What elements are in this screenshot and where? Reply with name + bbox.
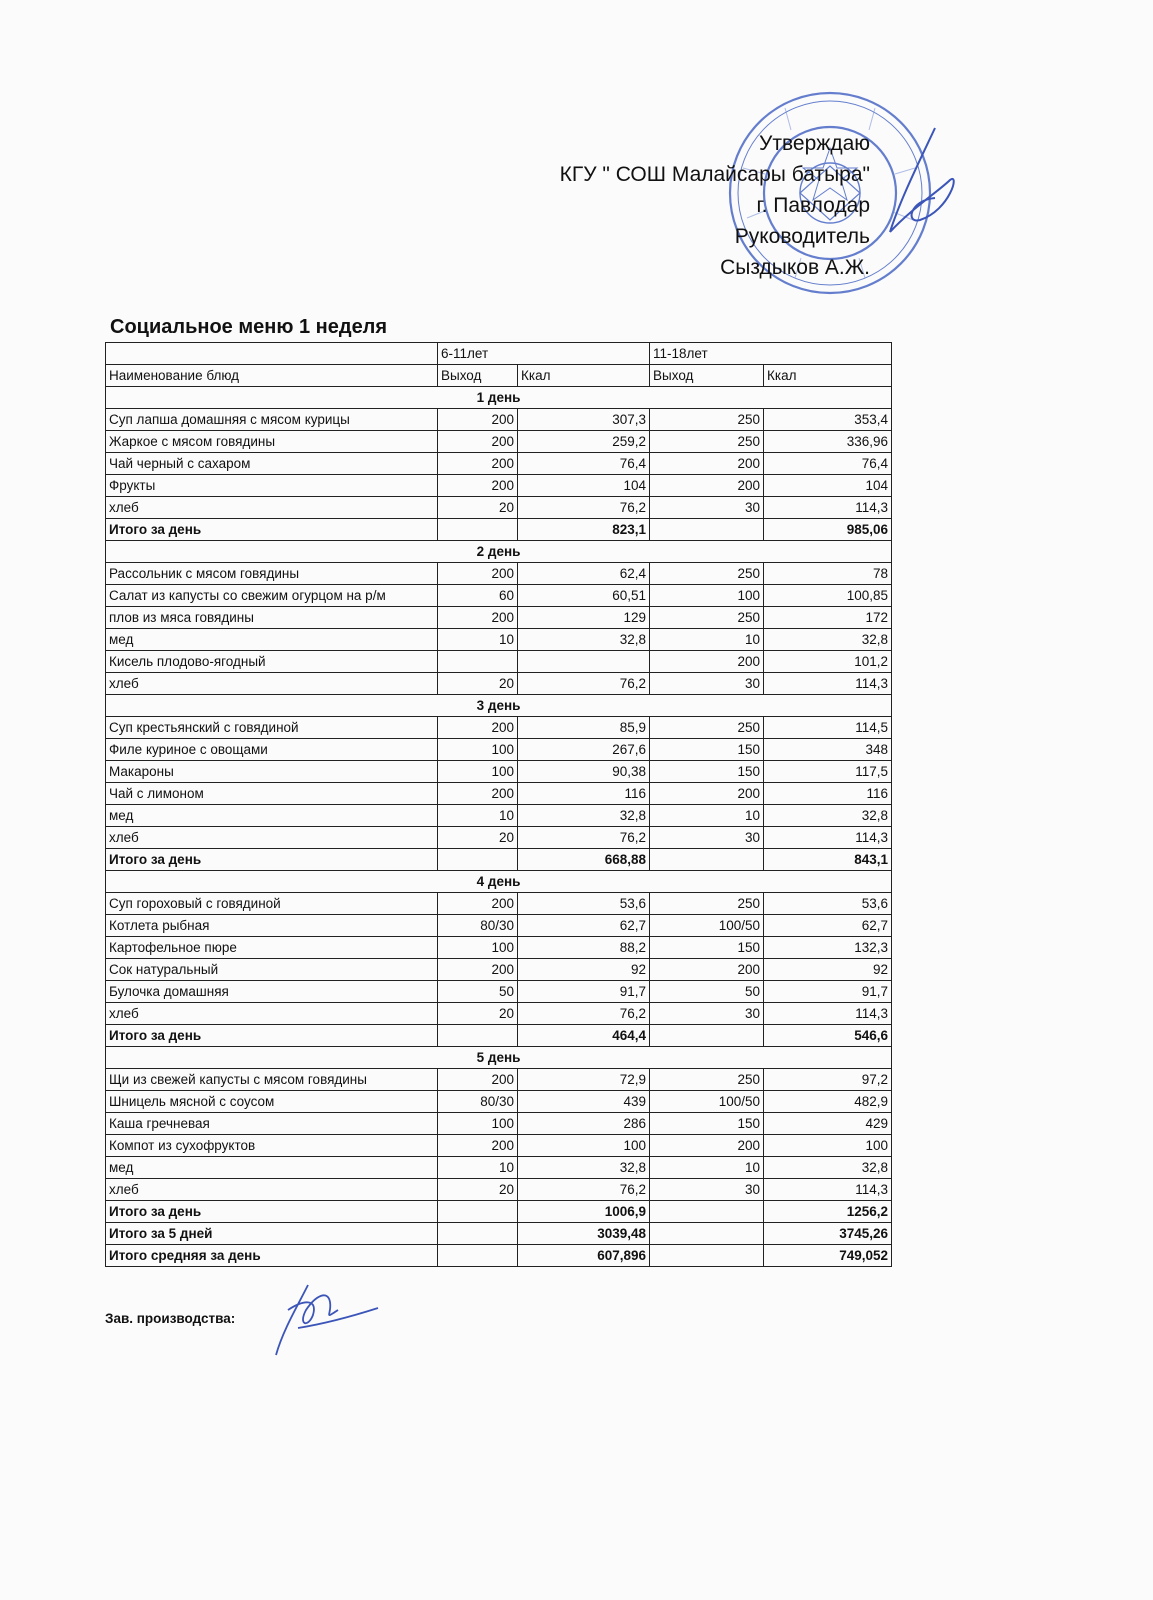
kcal-11-18: 843,1: [764, 849, 892, 871]
output-6-11: 200: [438, 453, 518, 475]
kcal-11-18: 114,3: [764, 827, 892, 849]
day-header-row: [106, 695, 892, 717]
kcal-6-11: 62,4: [518, 563, 650, 585]
menu-table: [105, 342, 892, 1267]
dish-name: Кисель плодово-ягодный: [106, 651, 438, 673]
output-11-18: 100/50: [650, 915, 764, 937]
table-row: [106, 937, 892, 959]
kcal-6-11: 76,2: [518, 497, 650, 519]
output-11-18: 150: [650, 761, 764, 783]
day-label: 3 день: [106, 695, 892, 717]
output-11-18: 150: [650, 1113, 764, 1135]
dish-name: Суп гороховый с говядиной: [106, 893, 438, 915]
kcal-11-18: 78: [764, 563, 892, 585]
output-6-11: 80/30: [438, 1091, 518, 1113]
dish-name: мед: [106, 629, 438, 651]
output-11-18: 200: [650, 783, 764, 805]
dish-name: Каша гречневая: [106, 1113, 438, 1135]
dish-name: Итого за день: [106, 1025, 438, 1047]
approval-line-3: г. Павлодар: [756, 194, 870, 217]
kcal-11-18: 114,3: [764, 1003, 892, 1025]
kcal-6-11: 60,51: [518, 585, 650, 607]
dish-name: хлеб: [106, 827, 438, 849]
table-row: [106, 827, 892, 849]
output-11-18: [650, 849, 764, 871]
kcal-6-11: 76,2: [518, 1003, 650, 1025]
output-6-11: [438, 1025, 518, 1047]
dish-name: Компот из сухофруктов: [106, 1135, 438, 1157]
output-6-11: 200: [438, 959, 518, 981]
header-kcal-2: Ккал: [764, 365, 892, 387]
table-row: [106, 959, 892, 981]
output-6-11: 80/30: [438, 915, 518, 937]
output-11-18: 250: [650, 563, 764, 585]
summary-kcal-11-18: 749,052: [764, 1245, 892, 1267]
summary-empty-1: [438, 1223, 518, 1245]
output-6-11: 200: [438, 893, 518, 915]
kcal-6-11: 53,6: [518, 893, 650, 915]
table-row: [106, 981, 892, 1003]
dish-name: Макароны: [106, 761, 438, 783]
kcal-11-18: 1256,2: [764, 1201, 892, 1223]
dish-name: Картофельное пюре: [106, 937, 438, 959]
table-row: [106, 497, 892, 519]
header-group-11-18: 11-18лет: [650, 343, 892, 365]
output-11-18: 30: [650, 827, 764, 849]
dish-name: хлеб: [106, 1179, 438, 1201]
output-11-18: 100/50: [650, 1091, 764, 1113]
kcal-6-11: 267,6: [518, 739, 650, 761]
day-header-row: [106, 387, 892, 409]
output-6-11: 200: [438, 475, 518, 497]
output-6-11: 200: [438, 1069, 518, 1091]
output-11-18: 30: [650, 1003, 764, 1025]
kcal-11-18: 32,8: [764, 629, 892, 651]
summary-empty-2: [650, 1223, 764, 1245]
dish-name: мед: [106, 1157, 438, 1179]
kcal-6-11: 259,2: [518, 431, 650, 453]
output-6-11: 20: [438, 1179, 518, 1201]
summary-row: [106, 1245, 892, 1267]
approval-line-1: Утверждаю: [759, 132, 870, 155]
output-11-18: 150: [650, 937, 764, 959]
kcal-11-18: 104: [764, 475, 892, 497]
table-row: [106, 453, 892, 475]
output-6-11: 200: [438, 431, 518, 453]
kcal-11-18: 114,3: [764, 497, 892, 519]
production-manager-signature: [268, 1280, 383, 1360]
kcal-6-11: [518, 651, 650, 673]
kcal-11-18: 429: [764, 1113, 892, 1135]
kcal-11-18: 62,7: [764, 915, 892, 937]
dish-name: мед: [106, 805, 438, 827]
output-11-18: 200: [650, 453, 764, 475]
dish-name: Жаркое с мясом говядины: [106, 431, 438, 453]
table-row: [106, 629, 892, 651]
summary-kcal-6-11: 3039,48: [518, 1223, 650, 1245]
day-label: 4 день: [106, 871, 892, 893]
output-11-18: 200: [650, 1135, 764, 1157]
kcal-6-11: 32,8: [518, 629, 650, 651]
kcal-6-11: 439: [518, 1091, 650, 1113]
output-11-18: 200: [650, 959, 764, 981]
kcal-6-11: 104: [518, 475, 650, 497]
table-header-row-groups: [106, 343, 892, 365]
output-6-11: 200: [438, 563, 518, 585]
output-11-18: 30: [650, 497, 764, 519]
kcal-6-11: 91,7: [518, 981, 650, 1003]
output-11-18: 250: [650, 1069, 764, 1091]
approval-line-4: Руководитель: [734, 225, 870, 248]
table-row: [106, 475, 892, 497]
dish-name: Булочка домашняя: [106, 981, 438, 1003]
dish-name: Итого за день: [106, 1201, 438, 1223]
dish-name: хлеб: [106, 1003, 438, 1025]
summary-kcal-11-18: 3745,26: [764, 1223, 892, 1245]
output-11-18: 200: [650, 651, 764, 673]
kcal-6-11: 76,4: [518, 453, 650, 475]
approval-line-5: Сыздыков А.Ж.: [720, 256, 870, 279]
output-11-18: [650, 1201, 764, 1223]
table-row: [106, 431, 892, 453]
kcal-6-11: 76,2: [518, 673, 650, 695]
kcal-11-18: 100,85: [764, 585, 892, 607]
kcal-11-18: 32,8: [764, 805, 892, 827]
kcal-11-18: 353,4: [764, 409, 892, 431]
approval-block: [560, 128, 870, 283]
summary-empty-2: [650, 1245, 764, 1267]
kcal-11-18: 985,06: [764, 519, 892, 541]
day-total-row: [106, 1025, 892, 1047]
kcal-6-11: 88,2: [518, 937, 650, 959]
kcal-6-11: 62,7: [518, 915, 650, 937]
summary-label: Итого средняя за день: [106, 1245, 438, 1267]
output-11-18: 250: [650, 717, 764, 739]
dish-name: Чай с лимоном: [106, 783, 438, 805]
output-6-11: 100: [438, 761, 518, 783]
kcal-6-11: 464,4: [518, 1025, 650, 1047]
day-label: 1 день: [106, 387, 892, 409]
table-row: [106, 409, 892, 431]
kcal-6-11: 668,88: [518, 849, 650, 871]
output-11-18: 30: [650, 673, 764, 695]
output-6-11: 20: [438, 673, 518, 695]
table-row: [106, 783, 892, 805]
dish-name: Котлета рыбная: [106, 915, 438, 937]
output-6-11: 100: [438, 937, 518, 959]
table-row: [106, 1157, 892, 1179]
output-6-11: 60: [438, 585, 518, 607]
day-header-row: [106, 871, 892, 893]
director-signature: [880, 120, 970, 240]
output-6-11: 10: [438, 629, 518, 651]
table-row: [106, 739, 892, 761]
table-row: [106, 1003, 892, 1025]
table-header-row-columns: [106, 365, 892, 387]
output-6-11: 100: [438, 1113, 518, 1135]
summary-empty-1: [438, 1245, 518, 1267]
output-6-11: 20: [438, 497, 518, 519]
kcal-11-18: 114,3: [764, 673, 892, 695]
table-row: [106, 1179, 892, 1201]
kcal-6-11: 286: [518, 1113, 650, 1135]
kcal-6-11: 72,9: [518, 1069, 650, 1091]
kcal-6-11: 307,3: [518, 409, 650, 431]
kcal-6-11: 92: [518, 959, 650, 981]
dish-name: Рассольник с мясом говядины: [106, 563, 438, 585]
kcal-6-11: 76,2: [518, 827, 650, 849]
dish-name: Чай черный с сахаром: [106, 453, 438, 475]
kcal-11-18: 114,5: [764, 717, 892, 739]
header-output-1: Выход: [438, 365, 518, 387]
header-kcal-1: Ккал: [518, 365, 650, 387]
output-11-18: 10: [650, 1157, 764, 1179]
kcal-6-11: 129: [518, 607, 650, 629]
table-row: [106, 1135, 892, 1157]
output-6-11: 10: [438, 1157, 518, 1179]
kcal-11-18: 117,5: [764, 761, 892, 783]
kcal-11-18: 97,2: [764, 1069, 892, 1091]
output-11-18: 250: [650, 431, 764, 453]
kcal-11-18: 132,3: [764, 937, 892, 959]
table-row: [106, 893, 892, 915]
table-row: [106, 717, 892, 739]
output-11-18: 100: [650, 585, 764, 607]
output-11-18: 250: [650, 607, 764, 629]
dish-name: хлеб: [106, 673, 438, 695]
table-row: [106, 1091, 892, 1113]
output-11-18: 10: [650, 629, 764, 651]
dish-name: хлеб: [106, 497, 438, 519]
output-6-11: 200: [438, 783, 518, 805]
table-row: [106, 805, 892, 827]
header-group-6-11: 6-11лет: [438, 343, 650, 365]
kcal-11-18: 114,3: [764, 1179, 892, 1201]
output-6-11: [438, 1201, 518, 1223]
approval-line-2: КГУ " СОШ Малайсары батыра": [559, 163, 870, 186]
output-6-11: 20: [438, 1003, 518, 1025]
dish-name: Щи из свежей капусты с мясом говядины: [106, 1069, 438, 1091]
summary-row: [106, 1223, 892, 1245]
page-title: Социальное меню 1 неделя: [110, 316, 388, 338]
table-row: [106, 761, 892, 783]
kcal-6-11: 85,9: [518, 717, 650, 739]
output-11-18: 250: [650, 409, 764, 431]
kcal-6-11: 90,38: [518, 761, 650, 783]
output-6-11: 200: [438, 717, 518, 739]
kcal-11-18: 53,6: [764, 893, 892, 915]
output-6-11: [438, 519, 518, 541]
kcal-6-11: 823,1: [518, 519, 650, 541]
kcal-11-18: 546,6: [764, 1025, 892, 1047]
kcal-11-18: 348: [764, 739, 892, 761]
dish-name: Суп крестьянский с говядиной: [106, 717, 438, 739]
dish-name: Салат из капусты со свежим огурцом на р/м: [106, 585, 438, 607]
day-total-row: [106, 849, 892, 871]
output-6-11: 50: [438, 981, 518, 1003]
output-11-18: 150: [650, 739, 764, 761]
kcal-6-11: 32,8: [518, 805, 650, 827]
output-6-11: [438, 651, 518, 673]
table-row: [106, 563, 892, 585]
kcal-11-18: 116: [764, 783, 892, 805]
header-empty-cell: [106, 343, 438, 365]
table-row: [106, 673, 892, 695]
kcal-6-11: 116: [518, 783, 650, 805]
kcal-6-11: 32,8: [518, 1157, 650, 1179]
menu-table-body: [106, 387, 892, 1267]
footer-label: Зав. производства:: [105, 1311, 236, 1326]
table-row: [106, 651, 892, 673]
table-row: [106, 915, 892, 937]
output-6-11: 200: [438, 607, 518, 629]
day-label: 5 день: [106, 1047, 892, 1069]
kcal-6-11: 76,2: [518, 1179, 650, 1201]
output-6-11: 200: [438, 1135, 518, 1157]
dish-name: Итого за день: [106, 519, 438, 541]
dish-name: Сок натуральный: [106, 959, 438, 981]
kcal-11-18: 336,96: [764, 431, 892, 453]
dish-name: Итого за день: [106, 849, 438, 871]
kcal-11-18: 482,9: [764, 1091, 892, 1113]
output-11-18: [650, 519, 764, 541]
day-label: 2 день: [106, 541, 892, 563]
output-6-11: 200: [438, 409, 518, 431]
output-6-11: [438, 849, 518, 871]
output-11-18: [650, 1025, 764, 1047]
kcal-11-18: 76,4: [764, 453, 892, 475]
kcal-11-18: 91,7: [764, 981, 892, 1003]
output-11-18: 10: [650, 805, 764, 827]
dish-name: Суп лапша домашняя с мясом курицы: [106, 409, 438, 431]
kcal-11-18: 172: [764, 607, 892, 629]
output-11-18: 50: [650, 981, 764, 1003]
summary-kcal-6-11: 607,896: [518, 1245, 650, 1267]
table-row: [106, 1113, 892, 1135]
header-output-2: Выход: [650, 365, 764, 387]
dish-name: плов из мяса говядины: [106, 607, 438, 629]
output-6-11: 100: [438, 739, 518, 761]
kcal-11-18: 32,8: [764, 1157, 892, 1179]
output-6-11: 20: [438, 827, 518, 849]
kcal-11-18: 101,2: [764, 651, 892, 673]
kcal-6-11: 1006,9: [518, 1201, 650, 1223]
day-total-row: [106, 1201, 892, 1223]
dish-name: Шницель мясной с соусом: [106, 1091, 438, 1113]
kcal-11-18: 100: [764, 1135, 892, 1157]
kcal-11-18: 92: [764, 959, 892, 981]
day-total-row: [106, 519, 892, 541]
output-11-18: 200: [650, 475, 764, 497]
table-row: [106, 585, 892, 607]
table-row: [106, 607, 892, 629]
dish-name: Фрукты: [106, 475, 438, 497]
day-header-row: [106, 541, 892, 563]
dish-name: Филе куриное с овощами: [106, 739, 438, 761]
output-11-18: 30: [650, 1179, 764, 1201]
summary-label: Итого за 5 дней: [106, 1223, 438, 1245]
header-dish-name: Наименование блюд: [106, 365, 438, 387]
day-header-row: [106, 1047, 892, 1069]
output-11-18: 250: [650, 893, 764, 915]
kcal-6-11: 100: [518, 1135, 650, 1157]
output-6-11: 10: [438, 805, 518, 827]
table-row: [106, 1069, 892, 1091]
